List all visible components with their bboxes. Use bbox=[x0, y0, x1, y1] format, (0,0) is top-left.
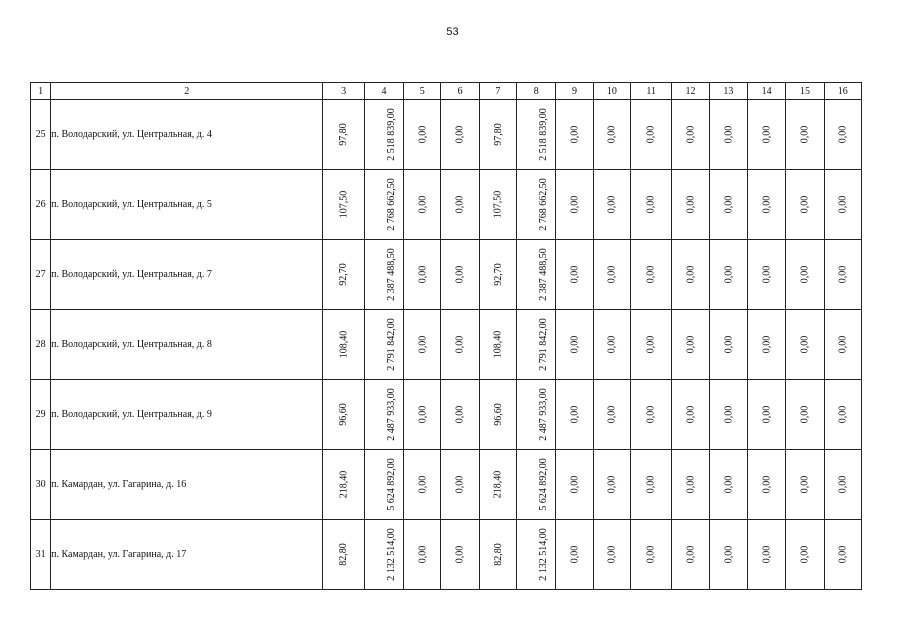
value-cell bbox=[404, 100, 441, 170]
value-text: 0,00 bbox=[416, 475, 428, 494]
value-text: 107,50 bbox=[338, 190, 350, 219]
value-cell bbox=[323, 240, 364, 310]
column-header: 11 bbox=[631, 83, 672, 100]
value-cell bbox=[517, 100, 556, 170]
value-text: 0,00 bbox=[416, 545, 428, 564]
value-cell bbox=[479, 310, 516, 380]
column-header: 13 bbox=[709, 83, 747, 100]
value-text: 0,00 bbox=[837, 545, 849, 564]
value-text: 0,00 bbox=[454, 475, 466, 494]
value-text: 0,00 bbox=[799, 195, 811, 214]
value-cell bbox=[631, 450, 672, 520]
column-header: 8 bbox=[517, 83, 556, 100]
value-text: 2 132 514,00 bbox=[537, 528, 549, 581]
value-text: 0,00 bbox=[837, 335, 849, 354]
row-number: 31 bbox=[31, 520, 51, 590]
value-text: 0,00 bbox=[722, 545, 734, 564]
address-cell: п. Володарский, ул. Центральная, д. 4 bbox=[51, 100, 323, 170]
value-text: 0,00 bbox=[606, 265, 618, 284]
value-text: 0,00 bbox=[569, 545, 581, 564]
value-cell bbox=[404, 450, 441, 520]
column-header: 1 bbox=[31, 83, 51, 100]
value-cell bbox=[364, 170, 403, 240]
value-text: 82,80 bbox=[338, 543, 350, 566]
value-cell bbox=[517, 240, 556, 310]
value-cell bbox=[364, 310, 403, 380]
value-text: 5 624 892,00 bbox=[385, 458, 397, 511]
value-cell bbox=[479, 240, 516, 310]
address-cell: п. Камардан, ул. Гагарина, д. 17 bbox=[51, 520, 323, 590]
value-cell bbox=[824, 380, 861, 450]
value-text: 0,00 bbox=[837, 265, 849, 284]
table-row bbox=[31, 310, 862, 380]
value-text: 2 518 839,00 bbox=[385, 108, 397, 161]
header-row bbox=[31, 83, 862, 100]
value-cell bbox=[479, 100, 516, 170]
value-text: 0,00 bbox=[761, 335, 773, 354]
value-text: 0,00 bbox=[645, 475, 657, 494]
value-text: 108,40 bbox=[492, 330, 504, 359]
value-cell bbox=[323, 100, 364, 170]
column-header: 5 bbox=[404, 83, 441, 100]
value-cell bbox=[479, 170, 516, 240]
column-header: 10 bbox=[593, 83, 630, 100]
value-text: 0,00 bbox=[722, 405, 734, 424]
value-cell bbox=[517, 310, 556, 380]
value-text: 0,00 bbox=[416, 265, 428, 284]
value-text: 0,00 bbox=[569, 265, 581, 284]
value-text: 82,80 bbox=[492, 543, 504, 566]
value-cell bbox=[323, 450, 364, 520]
value-text: 0,00 bbox=[685, 125, 696, 144]
value-cell bbox=[556, 240, 593, 310]
row-number: 27 bbox=[31, 240, 51, 310]
value-cell bbox=[479, 380, 516, 450]
value-cell bbox=[672, 520, 709, 590]
value-cell bbox=[709, 450, 747, 520]
value-cell bbox=[709, 170, 747, 240]
value-cell bbox=[672, 450, 709, 520]
value-text: 0,00 bbox=[416, 125, 428, 144]
value-cell bbox=[747, 100, 785, 170]
value-cell bbox=[709, 380, 747, 450]
page-number: 53 bbox=[446, 26, 459, 38]
value-cell bbox=[556, 520, 593, 590]
value-text: 2 387 488,50 bbox=[537, 248, 549, 301]
table-row bbox=[31, 450, 862, 520]
value-cell bbox=[672, 310, 709, 380]
value-text: 0,00 bbox=[606, 475, 618, 494]
value-cell bbox=[786, 170, 824, 240]
value-cell bbox=[593, 170, 630, 240]
value-text: 2 791 842,00 bbox=[537, 318, 549, 371]
value-cell bbox=[517, 520, 556, 590]
value-cell bbox=[631, 310, 672, 380]
value-cell bbox=[364, 240, 403, 310]
value-cell bbox=[364, 380, 403, 450]
value-cell bbox=[593, 240, 630, 310]
value-text: 92,70 bbox=[492, 263, 504, 286]
value-text: 0,00 bbox=[799, 405, 811, 424]
column-header: 4 bbox=[364, 83, 403, 100]
value-cell bbox=[441, 310, 479, 380]
value-cell bbox=[323, 520, 364, 590]
value-cell bbox=[556, 310, 593, 380]
value-text: 0,00 bbox=[416, 335, 428, 354]
value-cell bbox=[672, 100, 709, 170]
column-header: 6 bbox=[441, 83, 479, 100]
value-cell bbox=[593, 100, 630, 170]
value-cell bbox=[517, 450, 556, 520]
value-cell bbox=[479, 450, 516, 520]
value-text: 2 387 488,50 bbox=[385, 248, 397, 301]
value-text: 2 132 514,00 bbox=[385, 528, 397, 581]
column-header: 16 bbox=[824, 83, 861, 100]
value-cell bbox=[824, 450, 861, 520]
address-cell: п. Камардан, ул. Гагарина, д. 16 bbox=[51, 450, 323, 520]
value-cell bbox=[364, 100, 403, 170]
data-table bbox=[30, 82, 862, 590]
value-cell bbox=[786, 240, 824, 310]
value-text: 0,00 bbox=[454, 125, 466, 144]
value-text: 0,00 bbox=[606, 195, 618, 214]
value-cell bbox=[747, 240, 785, 310]
value-text: 0,00 bbox=[454, 335, 466, 354]
value-cell bbox=[747, 310, 785, 380]
value-cell bbox=[747, 380, 785, 450]
value-cell bbox=[747, 520, 785, 590]
value-text: 97,80 bbox=[338, 123, 350, 146]
value-text: 0,00 bbox=[685, 545, 696, 564]
column-header: 12 bbox=[672, 83, 709, 100]
table-row bbox=[31, 240, 862, 310]
value-text: 2 487 933,00 bbox=[385, 388, 397, 441]
value-text: 96,60 bbox=[492, 403, 504, 426]
value-text: 0,00 bbox=[454, 405, 466, 424]
value-cell bbox=[786, 520, 824, 590]
value-cell bbox=[709, 240, 747, 310]
value-cell bbox=[672, 170, 709, 240]
value-cell bbox=[441, 100, 479, 170]
value-text: 107,50 bbox=[492, 190, 504, 219]
value-text: 0,00 bbox=[837, 125, 849, 144]
value-text: 0,00 bbox=[761, 265, 773, 284]
value-text: 0,00 bbox=[645, 265, 657, 284]
value-cell bbox=[631, 100, 672, 170]
value-cell bbox=[824, 310, 861, 380]
value-text: 0,00 bbox=[761, 475, 773, 494]
value-cell bbox=[404, 240, 441, 310]
value-text: 218,40 bbox=[338, 470, 350, 499]
value-text: 0,00 bbox=[606, 545, 618, 564]
value-text: 2 518 839,00 bbox=[537, 108, 549, 161]
value-cell bbox=[631, 170, 672, 240]
value-cell bbox=[323, 170, 364, 240]
value-cell bbox=[824, 170, 861, 240]
value-cell bbox=[441, 240, 479, 310]
value-cell bbox=[672, 380, 709, 450]
value-text: 0,00 bbox=[606, 335, 618, 354]
table-body bbox=[31, 100, 862, 590]
value-text: 0,00 bbox=[685, 475, 696, 494]
value-cell bbox=[786, 450, 824, 520]
value-text: 0,00 bbox=[837, 475, 849, 494]
value-text: 0,00 bbox=[606, 405, 618, 424]
value-cell bbox=[364, 450, 403, 520]
value-cell bbox=[786, 310, 824, 380]
value-cell bbox=[709, 100, 747, 170]
value-cell bbox=[323, 380, 364, 450]
value-cell bbox=[441, 170, 479, 240]
value-text: 0,00 bbox=[722, 195, 734, 214]
column-header: 7 bbox=[479, 83, 516, 100]
value-text: 108,40 bbox=[338, 330, 350, 359]
row-number: 25 bbox=[31, 100, 51, 170]
value-text: 0,00 bbox=[722, 335, 734, 354]
value-text: 92,70 bbox=[338, 263, 350, 286]
value-text: 0,00 bbox=[685, 405, 696, 424]
value-text: 0,00 bbox=[454, 265, 466, 284]
value-text: 0,00 bbox=[416, 195, 428, 214]
value-cell bbox=[556, 450, 593, 520]
value-text: 0,00 bbox=[761, 405, 773, 424]
value-text: 0,00 bbox=[837, 405, 849, 424]
value-text: 0,00 bbox=[569, 195, 581, 214]
value-text: 5 624 892,00 bbox=[537, 458, 549, 511]
row-number: 29 bbox=[31, 380, 51, 450]
value-cell bbox=[441, 380, 479, 450]
value-cell bbox=[824, 520, 861, 590]
value-cell bbox=[479, 520, 516, 590]
value-text: 0,00 bbox=[569, 405, 581, 424]
value-cell bbox=[364, 520, 403, 590]
value-cell bbox=[709, 520, 747, 590]
value-cell bbox=[786, 380, 824, 450]
value-text: 0,00 bbox=[454, 195, 466, 214]
value-text: 0,00 bbox=[722, 475, 734, 494]
value-text: 0,00 bbox=[645, 405, 657, 424]
value-cell bbox=[824, 100, 861, 170]
address-cell: п. Володарский, ул. Центральная, д. 5 bbox=[51, 170, 323, 240]
value-cell bbox=[709, 310, 747, 380]
column-header: 14 bbox=[747, 83, 785, 100]
value-text: 0,00 bbox=[799, 335, 811, 354]
value-cell bbox=[747, 450, 785, 520]
value-text: 2 768 662,50 bbox=[537, 178, 549, 231]
row-number: 30 bbox=[31, 450, 51, 520]
value-text: 0,00 bbox=[685, 265, 696, 284]
value-text: 0,00 bbox=[761, 125, 773, 144]
column-header: 9 bbox=[556, 83, 593, 100]
value-text: 0,00 bbox=[454, 545, 466, 564]
value-cell bbox=[404, 520, 441, 590]
value-text: 0,00 bbox=[569, 335, 581, 354]
value-cell bbox=[441, 520, 479, 590]
value-cell bbox=[786, 100, 824, 170]
value-text: 0,00 bbox=[606, 125, 618, 144]
value-text: 0,00 bbox=[761, 195, 773, 214]
value-cell bbox=[323, 310, 364, 380]
value-text: 0,00 bbox=[416, 405, 428, 424]
table-row bbox=[31, 380, 862, 450]
value-text: 0,00 bbox=[722, 125, 734, 144]
value-text: 0,00 bbox=[799, 545, 811, 564]
value-text: 0,00 bbox=[645, 195, 657, 214]
value-text: 0,00 bbox=[685, 195, 696, 214]
value-cell bbox=[593, 310, 630, 380]
value-cell bbox=[593, 380, 630, 450]
value-cell bbox=[517, 170, 556, 240]
value-cell bbox=[441, 450, 479, 520]
value-cell bbox=[672, 240, 709, 310]
address-cell: п. Володарский, ул. Центральная, д. 9 bbox=[51, 380, 323, 450]
value-text: 0,00 bbox=[569, 125, 581, 144]
value-text: 0,00 bbox=[799, 475, 811, 494]
table-row bbox=[31, 520, 862, 590]
value-text: 0,00 bbox=[722, 265, 734, 284]
value-text: 0,00 bbox=[799, 265, 811, 284]
value-cell bbox=[593, 450, 630, 520]
value-cell bbox=[404, 310, 441, 380]
value-cell bbox=[593, 520, 630, 590]
value-cell bbox=[404, 170, 441, 240]
row-number: 28 bbox=[31, 310, 51, 380]
value-text: 2 768 662,50 bbox=[385, 178, 397, 231]
value-text: 0,00 bbox=[645, 125, 657, 144]
value-cell bbox=[747, 170, 785, 240]
table-row bbox=[31, 100, 862, 170]
row-number: 26 bbox=[31, 170, 51, 240]
value-text: 0,00 bbox=[569, 475, 581, 494]
table-row bbox=[31, 170, 862, 240]
value-text: 0,00 bbox=[837, 195, 849, 214]
value-cell bbox=[556, 100, 593, 170]
value-text: 96,60 bbox=[338, 403, 350, 426]
value-cell bbox=[631, 240, 672, 310]
column-header: 3 bbox=[323, 83, 364, 100]
address-cell: п. Володарский, ул. Центральная, д. 7 bbox=[51, 240, 323, 310]
value-text: 0,00 bbox=[761, 545, 773, 564]
value-text: 2 487 933,00 bbox=[537, 388, 549, 441]
value-cell bbox=[824, 240, 861, 310]
value-text: 218,40 bbox=[492, 470, 504, 499]
value-cell bbox=[631, 380, 672, 450]
value-cell bbox=[517, 380, 556, 450]
value-text: 0,00 bbox=[685, 335, 696, 354]
value-cell bbox=[556, 380, 593, 450]
value-cell bbox=[404, 380, 441, 450]
value-text: 0,00 bbox=[645, 545, 657, 564]
value-text: 0,00 bbox=[645, 335, 657, 354]
column-header: 2 bbox=[51, 83, 323, 100]
value-text: 97,80 bbox=[492, 123, 504, 146]
value-text: 0,00 bbox=[799, 125, 811, 144]
value-cell bbox=[631, 520, 672, 590]
address-cell: п. Володарский, ул. Центральная, д. 8 bbox=[51, 310, 323, 380]
column-header: 15 bbox=[786, 83, 824, 100]
value-cell bbox=[556, 170, 593, 240]
value-text: 2 791 842,00 bbox=[385, 318, 397, 371]
